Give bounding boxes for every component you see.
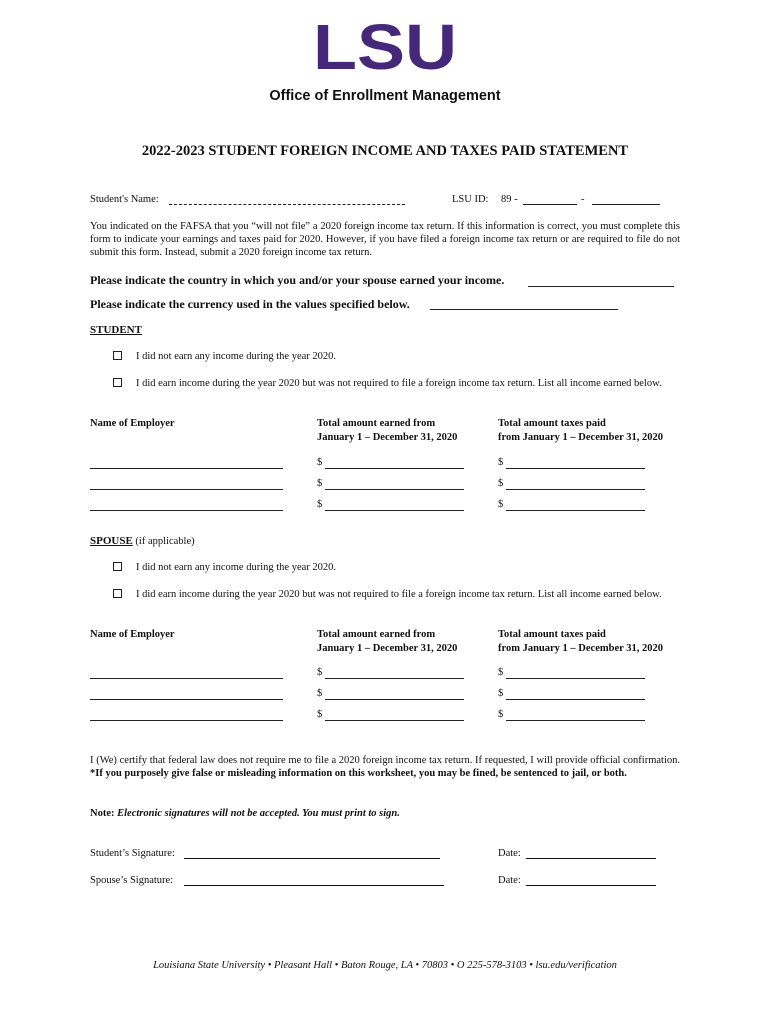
student-date-field[interactable] — [526, 858, 656, 859]
spouse-heading-label: SPOUSE — [90, 535, 133, 547]
student-employer-field[interactable] — [90, 468, 283, 469]
office-name: Office of Enrollment Management — [269, 88, 501, 104]
student-earned-income-label: I did earn income during the year 2020 but was not required to file a foreign income tax return. List all income earned below. — [136, 378, 662, 389]
certification-paragraph — [90, 754, 680, 780]
spouse-earned-field[interactable] — [325, 678, 464, 679]
currency-symbol: $ — [498, 478, 504, 489]
currency-symbol: $ — [317, 688, 323, 699]
spouse-date-field[interactable] — [526, 885, 656, 886]
student-signature-field[interactable] — [184, 858, 440, 859]
student-taxes-field[interactable] — [506, 489, 645, 490]
student-col-earned-line1: Total amount earned from — [317, 418, 436, 429]
lsu-id-separator: - — [581, 194, 585, 205]
spouse-earned-field[interactable] — [325, 720, 464, 721]
currency-symbol: $ — [317, 478, 323, 489]
note-text: Electronic signatures will not be accepted. You must print to sign. — [117, 808, 400, 819]
student-col-taxes — [498, 417, 663, 445]
currency-symbol: $ — [498, 457, 504, 468]
student-earned-field[interactable] — [325, 468, 464, 469]
student-col-earned-line2: January 1 – December 31, 2020 — [317, 432, 458, 443]
spouse-taxes-field[interactable] — [506, 678, 645, 679]
spouse-taxes-field[interactable] — [506, 720, 645, 721]
student-taxes-field[interactable] — [506, 468, 645, 469]
spouse-col-employer: Name of Employer — [90, 629, 175, 640]
spouse-earned-income-label: I did earn income during the year 2020 but was not required to file a foreign income tax return. List all income earned below. — [136, 589, 662, 600]
spouse-earned-field[interactable] — [325, 699, 464, 700]
spouse-signature-field[interactable] — [184, 885, 444, 886]
currency-symbol: $ — [317, 499, 323, 510]
currency-field[interactable] — [430, 309, 618, 310]
student-employer-field[interactable] — [90, 489, 283, 490]
note — [90, 807, 400, 820]
certification-text: I (We) certify that federal law does not require me to file a 2020 foreign income tax return. If requested, I will provide official confirmation. — [90, 755, 680, 766]
currency-symbol: $ — [317, 709, 323, 720]
spouse-col-taxes — [498, 628, 663, 656]
student-taxes-field[interactable] — [506, 510, 645, 511]
spouse-col-earned-line1: Total amount earned from — [317, 629, 436, 640]
currency-symbol: $ — [498, 688, 504, 699]
student-earned-field[interactable] — [325, 489, 464, 490]
currency-prompt: Please indicate the currency used in the values specified below. — [90, 297, 410, 311]
spouse-employer-field[interactable] — [90, 720, 283, 721]
currency-symbol: $ — [498, 667, 504, 678]
lsu-id-field-2[interactable] — [592, 204, 660, 205]
student-col-taxes-line2: from January 1 – December 31, 2020 — [498, 432, 663, 443]
spouse-col-earned — [317, 628, 457, 656]
lsu-logo — [312, 20, 458, 72]
spouse-employer-field[interactable] — [90, 678, 283, 679]
country-prompt: Please indicate the country in which you and/or your spouse earned your income. — [90, 273, 505, 287]
spouse-earned-income-checkbox[interactable] — [113, 589, 122, 598]
currency-symbol: $ — [498, 499, 504, 510]
svg-text:LSU: LSU — [313, 20, 457, 72]
certification-warning: *If you purposely give false or misleading information on this worksheet, you may be fined, be sentenced to jail, or both. — [90, 768, 627, 779]
spouse-date-label: Date: — [498, 875, 521, 886]
currency-symbol: $ — [317, 667, 323, 678]
currency-symbol: $ — [498, 709, 504, 720]
lsu-id-field-1[interactable] — [523, 204, 577, 205]
student-name-label: Student's Name: — [90, 194, 159, 205]
spouse-no-income-label: I did not earn any income during the year 2020. — [136, 562, 337, 573]
spouse-no-income-checkbox[interactable] — [113, 562, 122, 571]
spouse-heading-note: (if applicable) — [135, 536, 195, 547]
spouse-signature-label: Spouse’s Signature: — [90, 875, 174, 886]
student-col-employer: Name of Employer — [90, 418, 175, 429]
form-title: 2022-2023 STUDENT FOREIGN INCOME AND TAXES PAID STATEMENT — [141, 143, 629, 159]
note-label: Note: — [90, 808, 115, 819]
student-date-label: Date: — [498, 848, 521, 859]
student-name-field[interactable] — [169, 204, 405, 205]
spouse-col-taxes-line1: Total amount taxes paid — [498, 629, 606, 640]
student-col-earned — [317, 417, 457, 445]
intro-paragraph: You indicated on the FAFSA that you “will not file” a 2020 foreign income tax return. If this information is correct, you must complete this form to indicate your earnings and taxes paid for 2020. However, if you have filed a foreign income tax return or are required to file do not submit this form. Instead, submit a 2020 foreign income tax return. — [90, 221, 680, 258]
spouse-section-heading — [90, 535, 195, 548]
student-earned-income-checkbox[interactable] — [113, 378, 122, 387]
lsu-id-prefix: 89 - — [501, 194, 518, 205]
currency-symbol: $ — [317, 457, 323, 468]
student-employer-field[interactable] — [90, 510, 283, 511]
spouse-col-earned-line2: January 1 – December 31, 2020 — [317, 643, 458, 654]
student-signature-label: Student’s Signature: — [90, 848, 175, 859]
country-field[interactable] — [528, 286, 674, 287]
spouse-employer-field[interactable] — [90, 699, 283, 700]
student-no-income-checkbox[interactable] — [113, 351, 122, 360]
student-col-taxes-line1: Total amount taxes paid — [498, 418, 606, 429]
student-section-heading: STUDENT — [90, 324, 142, 336]
student-earned-field[interactable] — [325, 510, 464, 511]
lsu-id-label: LSU ID: — [452, 194, 489, 205]
student-no-income-label: I did not earn any income during the year 2020. — [136, 351, 337, 362]
spouse-col-taxes-line2: from January 1 – December 31, 2020 — [498, 643, 663, 654]
spouse-taxes-field[interactable] — [506, 699, 645, 700]
footer-address: Louisiana State University • Pleasant Hall • Baton Rouge, LA • 70803 • O 225-578-3103 • lsu.edu/verification — [153, 960, 617, 971]
